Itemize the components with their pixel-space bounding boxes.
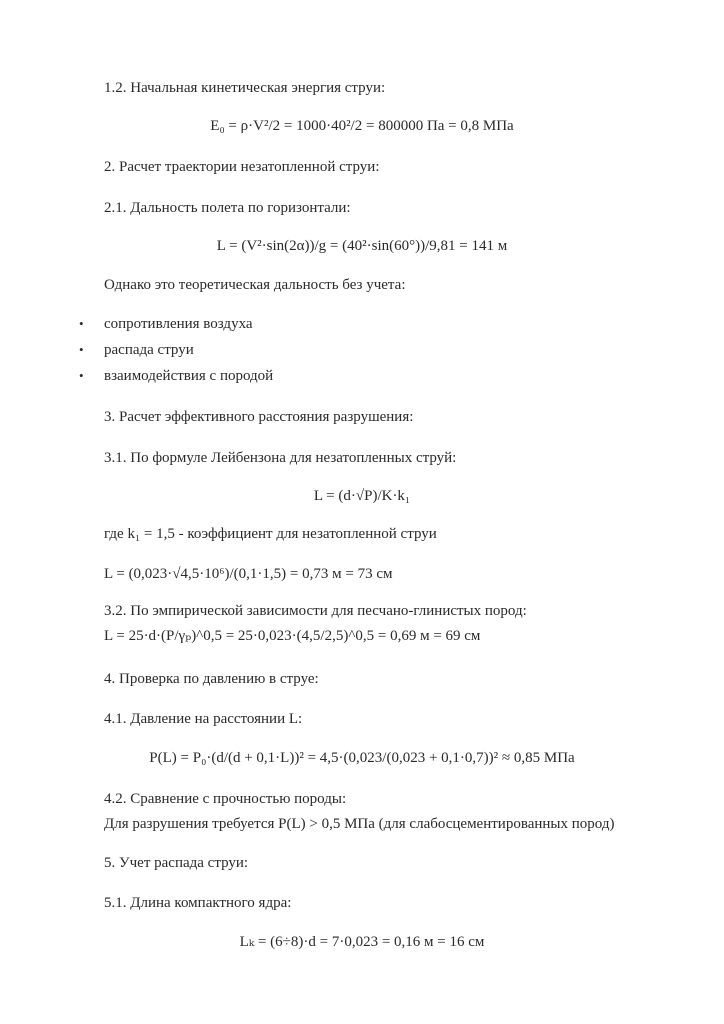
section-4-heading: 4. Проверка по давлению в струе: bbox=[104, 671, 319, 687]
distance-calculation: L = (0,023·√4,5·10⁶)/(0,1·1,5) = 0,73 м = 73 см bbox=[104, 566, 393, 582]
core-length-formula: Lₖ = (6÷8)·d = 7·0,023 = 0,16 м = 16 см bbox=[239, 934, 485, 950]
kinetic-energy-formula: E₀ = ρ·V²/2 = 1000·40²/2 = 800000 Па = 0,8 МПа bbox=[210, 118, 514, 134]
section-4-1-heading: 4.1. Давление на расстоянии L: bbox=[104, 711, 303, 727]
range-formula: L = (V²·sin(2α))/g = (40²·sin(60°))/9,81 = 141 м bbox=[216, 238, 508, 254]
section-3-2-heading: 3.2. По эмпирической зависимости для песчано-глинистых пород: bbox=[104, 603, 527, 619]
coefficient-note: где k₁ = 1,5 - коэффициент для незатопленной струи bbox=[104, 526, 437, 542]
bullet-marker: • bbox=[79, 316, 84, 331]
range-note: Однако это теоретическая дальность без учета: bbox=[104, 277, 406, 293]
bullet-marker: • bbox=[79, 368, 84, 383]
list-item: распада струи bbox=[104, 342, 194, 358]
bullet-marker: • bbox=[79, 342, 84, 357]
pressure-formula: P(L) = P₀·(d/(d + 0,1·L))² = 4,5·(0,023/(0,023 + 0,1·0,7))² ≈ 0,85 МПа bbox=[149, 750, 575, 766]
list-item: взаимодействия с породой bbox=[104, 368, 274, 384]
section-4-2-heading: 4.2. Сравнение с прочностью породы: bbox=[104, 791, 347, 807]
section-3-1-heading: 3.1. По формуле Лейбензона для незатопленных струй: bbox=[104, 450, 457, 466]
section-5-heading: 5. Учет распада струи: bbox=[104, 855, 249, 871]
section-2-1-heading: 2.1. Дальность полета по горизонтали: bbox=[104, 200, 351, 216]
list-item: сопротивления воздуха bbox=[104, 316, 253, 332]
section-1-2-heading: 1.2. Начальная кинетическая энергия струи: bbox=[104, 80, 386, 96]
section-3-heading: 3. Расчет эффективного расстояния разрушения: bbox=[104, 409, 414, 425]
leibenzon-formula: L = (d·√P)/K·k₁ bbox=[313, 488, 411, 504]
section-2-heading: 2. Расчет траектории незатопленной струи: bbox=[104, 159, 380, 175]
strength-comparison: Для разрушения требуется P(L) > 0,5 МПа (для слабосцементированных пород) bbox=[104, 816, 615, 832]
section-5-1-heading: 5.1. Длина компактного ядра: bbox=[104, 895, 292, 911]
empirical-formula: L = 25·d·(P/γₚ)^0,5 = 25·0,023·(4,5/2,5)^0,5 = 0,69 м = 69 см bbox=[104, 628, 481, 644]
